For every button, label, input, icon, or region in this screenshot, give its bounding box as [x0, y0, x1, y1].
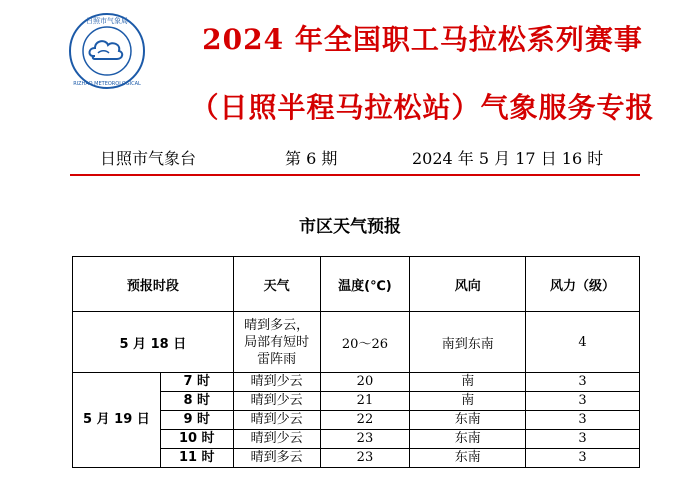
hour-cell: 10 时: [160, 430, 233, 449]
weather-cell: 晴到少云: [233, 392, 320, 411]
report-title-line2: （日照半程马拉松站）气象服务专报: [190, 91, 655, 124]
red-divider-rule: [70, 174, 640, 176]
wind-force-cell: 3: [526, 411, 640, 430]
day1-wind-direction: 南到东南: [410, 312, 526, 373]
temperature-cell: 21: [320, 392, 410, 411]
hour-cell: 9 时: [160, 411, 233, 430]
day1-weather-line: 晴到多云，: [244, 317, 310, 333]
col-header-weather: 天气: [233, 257, 320, 312]
report-title-line1: 2024 年全国职工马拉松系列赛事: [202, 23, 643, 56]
hour-cell: 8 时: [160, 392, 233, 411]
weather-cell: 晴到少云: [233, 430, 320, 449]
weather-cell: 晴到少云: [233, 373, 320, 392]
meteorological-bureau-logo: [68, 12, 146, 90]
issue-date: 2024 年 5 月 17 日 16 时: [412, 149, 604, 168]
table-row: [73, 312, 640, 373]
hour-cell: 11 时: [160, 449, 233, 468]
weather-cell: 晴到多云: [233, 449, 320, 468]
day1-weather-line: 雷阵雨: [257, 351, 297, 367]
col-header-temperature: 温度(℃): [320, 257, 410, 312]
report-info-bar: [100, 146, 620, 170]
day1-temperature: 20～26: [320, 312, 410, 373]
weather-cell: 晴到少云: [233, 411, 320, 430]
wind-direction-cell: 南: [410, 392, 526, 411]
wind-direction-cell: 东南: [410, 411, 526, 430]
col-header-wind-force: 风力（级）: [526, 257, 640, 312]
wind-direction-cell: 东南: [410, 430, 526, 449]
col-header-wind-direction: 风向: [410, 257, 526, 312]
hour-cell: 7 时: [160, 373, 233, 392]
day2-date: 5 月 19 日: [73, 373, 161, 468]
issuing-organization: 日照市气象台: [100, 149, 197, 168]
day1-weather: [233, 312, 320, 373]
forecast-table: [72, 256, 640, 468]
wind-force-cell: 3: [526, 392, 640, 411]
col-header-period: 预报时段: [73, 257, 234, 312]
wind-force-cell: 3: [526, 449, 640, 468]
temperature-cell: 20: [320, 373, 410, 392]
issue-number: 第 6 期: [285, 149, 338, 168]
wind-direction-cell: 东南: [410, 449, 526, 468]
day1-wind-force: 4: [526, 312, 640, 373]
table-header-row: [73, 257, 640, 312]
temperature-cell: 23: [320, 449, 410, 468]
day1-date: 5 月 18 日: [73, 312, 234, 373]
wind-direction-cell: 南: [410, 373, 526, 392]
wind-force-cell: 3: [526, 373, 640, 392]
table-row: [73, 373, 640, 392]
svg-text:日照市气象局: 日照市气象局: [86, 17, 128, 25]
section-title: 市区天气预报: [299, 217, 401, 237]
day1-weather-line: 局部有短时: [244, 334, 310, 350]
temperature-cell: 22: [320, 411, 410, 430]
wind-force-cell: 3: [526, 430, 640, 449]
svg-text:RIZHAO METEOROLOGICAL: RIZHAO METEOROLOGICAL: [73, 81, 141, 87]
temperature-cell: 23: [320, 430, 410, 449]
